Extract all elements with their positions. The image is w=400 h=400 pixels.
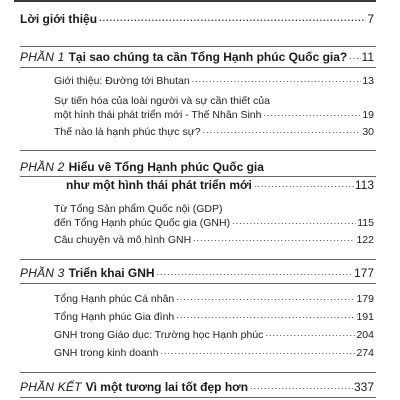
- dot-leader: [250, 382, 353, 391]
- entry-page: 13: [362, 75, 374, 87]
- part-title-line1: Hiểu về Tổng Hạnh phúc Quốc gia: [68, 160, 264, 174]
- toc-part-2[interactable]: [66, 178, 374, 192]
- dot-leader: [254, 180, 354, 189]
- dot-leader: [160, 347, 355, 356]
- part-separator: [20, 46, 376, 47]
- part-page: 177: [353, 266, 374, 280]
- entry-page: 122: [356, 234, 374, 246]
- part-page: 337: [353, 380, 374, 394]
- dot-leader: [349, 52, 360, 61]
- part-page: 11: [361, 50, 374, 64]
- toc-entry[interactable]: [54, 293, 374, 305]
- dot-leader: [232, 217, 356, 226]
- entry-title: Câu chuyện và mô hình GNH: [54, 234, 192, 246]
- dot-leader: [263, 109, 361, 118]
- toc-part-3[interactable]: [20, 266, 374, 280]
- toc-part-conclusion[interactable]: [20, 380, 374, 394]
- entry-page: 274: [356, 347, 374, 359]
- part-underline: [20, 67, 376, 68]
- part-underline: [20, 397, 376, 398]
- entry-title: Thế nào là hạnh phúc thực sự?: [54, 126, 201, 138]
- entry-page: 30: [362, 126, 374, 138]
- top-rule: [14, 0, 376, 2]
- entry-title: Tổng Hạnh phúc Cá nhân: [54, 293, 175, 305]
- part-underline: [20, 283, 376, 284]
- toc-entry[interactable]: [54, 329, 374, 341]
- part-label: PHẦN 1: [20, 50, 65, 64]
- part-title: Vì một tương lai tốt đẹp hơn: [85, 380, 249, 394]
- entry-title: một hình thái phát triển mới - Thế Nhân Sinh: [54, 109, 262, 121]
- toc-entry[interactable]: [54, 217, 374, 229]
- entry-title-line1[interactable]: Sự tiến hóa của loài người và sự cần thiết của: [54, 95, 270, 107]
- toc-part-1[interactable]: [20, 50, 374, 64]
- dot-leader: [193, 234, 355, 243]
- part-title: Tại sao chúng ta cần Tổng Hạnh phúc Quốc gia?: [68, 50, 348, 64]
- toc-part-2-line1[interactable]: [20, 160, 264, 174]
- toc-entry[interactable]: [54, 126, 374, 138]
- dot-leader: [157, 268, 353, 277]
- entry-page: 19: [362, 109, 374, 121]
- dot-leader: [176, 311, 355, 320]
- intro-page: 7: [367, 12, 374, 26]
- part-title: Triển khai GNH: [68, 266, 155, 280]
- toc-entry[interactable]: [54, 234, 374, 246]
- entry-page: 115: [357, 217, 374, 229]
- part-label: PHẦN KẾT: [20, 380, 82, 394]
- entry-title: Giới thiệu: Đường tới Bhutan: [54, 75, 190, 87]
- dot-leader: [203, 126, 362, 135]
- entry-title-line1[interactable]: Từ Tổng Sản phẩm Quốc nội (GDP): [54, 203, 223, 215]
- entry-page: 204: [356, 329, 374, 341]
- toc-entry[interactable]: [54, 75, 374, 87]
- part-underline: [20, 176, 376, 177]
- toc-entry[interactable]: [54, 311, 374, 323]
- dot-leader: [99, 14, 366, 23]
- entry-page: 191: [356, 311, 374, 323]
- dot-leader: [265, 329, 355, 338]
- entry-page: 179: [356, 293, 374, 305]
- dot-leader: [192, 75, 362, 84]
- entry-title: GNH trong Giáo dục: Trường học Hạnh phúc: [54, 329, 264, 341]
- entry-title: GNH trong kinh doanh: [54, 347, 159, 359]
- part-label: PHẦN 3: [20, 266, 65, 280]
- entry-title: đến Tổng Hạnh phúc Quốc gia (GNH): [54, 217, 231, 229]
- part-separator: [20, 372, 376, 373]
- part-label: PHẦN 2: [20, 160, 65, 174]
- part-separator: [20, 259, 376, 260]
- dot-leader: [176, 293, 355, 302]
- part-separator: [20, 150, 376, 151]
- part-title: như một hình thái phát triển mới: [66, 178, 252, 192]
- toc-entry[interactable]: [54, 347, 374, 359]
- part-page: 113: [354, 178, 374, 192]
- toc-entry-intro[interactable]: [20, 12, 374, 26]
- entry-title: Tổng Hạnh phúc Gia đình: [54, 311, 175, 323]
- toc-entry[interactable]: [54, 109, 374, 121]
- intro-title: Lời giới thiệu: [20, 12, 98, 26]
